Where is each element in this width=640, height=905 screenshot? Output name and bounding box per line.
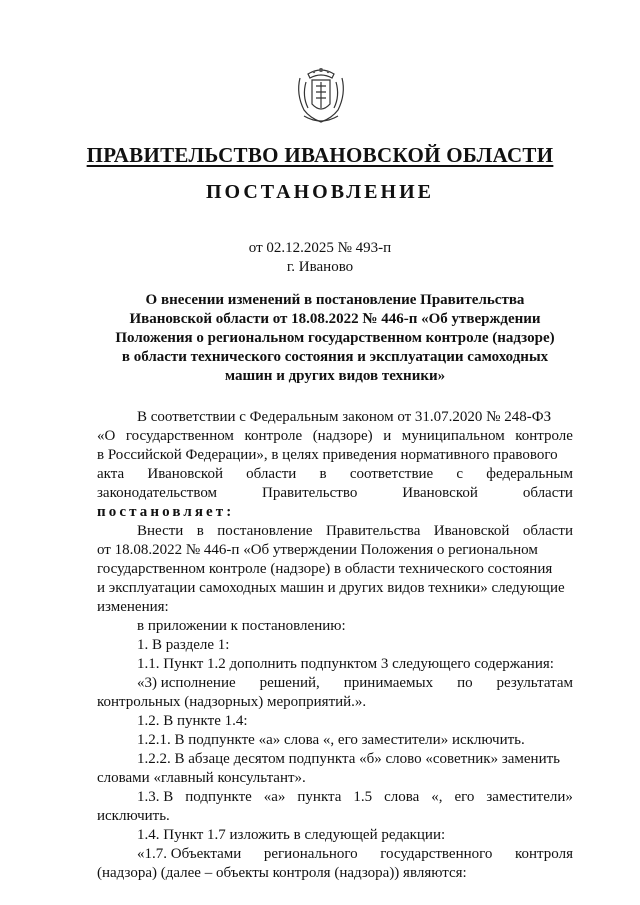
body-line: 1. В разделе 1:: [137, 637, 230, 653]
body-line: 1.1. Пункт 1.2 дополнить подпунктом 3 следующего содержания:: [137, 656, 554, 672]
document-type: ПОСТАНОВЛЕНИЕ: [206, 181, 434, 203]
body-line: «О государственном контроле (надзоре) и муниципальном контроле: [97, 428, 573, 444]
document-body: [97, 408, 573, 883]
body-line: «1.7. Объектами регионального государственного контроля: [137, 846, 573, 862]
government-title: ПРАВИТЕЛЬСТВО ИВАНОВСКОЙ ОБЛАСТИ: [86, 143, 554, 167]
coat-of-arms-icon: [294, 64, 348, 126]
body-line: законодательством Правительство Ивановской области: [97, 485, 573, 501]
subject-line: Положения о региональном государственном контроле (надзоре): [115, 330, 555, 346]
body-line: в приложении к постановлению:: [137, 618, 346, 634]
document-city: г. Иваново: [286, 259, 354, 275]
body-line: словами «главный консультант».: [97, 770, 306, 786]
body-line: (надзора) (далее – объекты контроля (надзора)) являются:: [97, 865, 467, 881]
body-line: 1.3. В подпункте «а» пункта 1.5 слова «, его заместители»: [137, 789, 573, 805]
body-line: 1.4. Пункт 1.7 изложить в следующей редакции:: [137, 827, 446, 843]
body-line: акта Ивановской области в соответствие с федеральным: [97, 466, 573, 482]
body-line: В соответствии с Федеральным законом от 31.07.2020 № 248-ФЗ: [137, 409, 552, 425]
body-line: [97, 503, 573, 522]
subject-line: в области технического состояния и эксплуатации самоходных: [121, 349, 549, 365]
subject-line: Ивановской области от 18.08.2022 № 446-п «Об утверждении: [129, 311, 541, 327]
document-subject: [100, 291, 570, 386]
resolves-word: постановляет:: [97, 504, 235, 520]
body-line: 1.2.1. В подпункте «а» слова «, его заместители» исключить.: [137, 732, 525, 748]
body-line: 1.2. В пункте 1.4:: [137, 713, 248, 729]
body-line: «3) исполнение решений, принимаемых по результатам: [137, 675, 573, 691]
subject-line: машин и других видов техники»: [224, 368, 446, 384]
body-line: изменения:: [97, 599, 169, 615]
body-line: в Российской Федерации», в целях приведения нормативного правового: [97, 447, 558, 463]
body-line: от 18.08.2022 № 446-п «Об утверждении Положения о региональном: [97, 542, 538, 558]
body-line: и эксплуатации самоходных машин и других видов техники» следующие: [97, 580, 565, 596]
body-line: государственном контроле (надзоре) в области технического состояния: [97, 561, 553, 577]
document-date-number: от 02.12.2025 № 493-п: [248, 240, 392, 256]
body-line: исключить.: [97, 808, 170, 824]
body-line: Внести в постановление Правительства Ивановской области: [137, 523, 573, 539]
subject-line: О внесении изменений в постановление Правительства: [145, 292, 525, 308]
body-line: контрольных (надзорных) мероприятий.».: [97, 694, 367, 710]
body-line: 1.2.2. В абзаце десятом подпункта «б» слово «советник» заменить: [137, 751, 561, 767]
